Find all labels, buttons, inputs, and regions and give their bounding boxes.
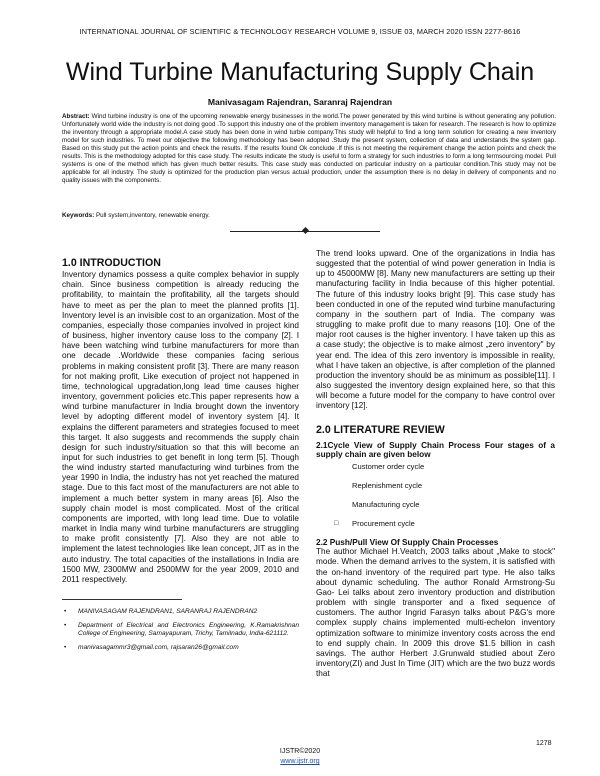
footer-copyright: IJSTR©2020	[279, 748, 321, 755]
footer-link[interactable]: www.ijstr.org	[280, 758, 320, 765]
cycle-item: Customer order cycle	[352, 462, 425, 472]
intro-text: Inventory dynamics possess a quite complex behavior in supply chain. Since business competition is already reducing the profitability, to maintain the profitability, all the targets should have to meet as per the plan to meet the planned profits [1]. Inventory level is an invisible cost to an organization. Most of the companies, especially those companies involved in project kind of business, higher inventory cause loss to the company [2]. I have been watching wind turbine manufacturers for more than one decade .Worldwide these companies facing serious problems in making consistent profit [3]. There are many reason for not making profit, Like execution of project not happened in time, technological upgradation,long lead time causes higher inventory, government policies etc.This paper represents how a wind turbine manufacturer in India brought down the inventory level by adopting different model of inventory system [4]. It explains the different parameters and strategies focused to meet this target. It also suggests and recommends the supply chain design for such industry/situation so that this will become an input for such industries to get benefit in long term [5]. Though the wind industry started manufacturing wind turbines from the year 1990 in India, the industry has not yet reached the matured stage. Due to this fact most of the manufacturers are not able to implement a much better system in many areas [6]. Also the supply chain model is most complicated. Most of the critical components are imported, with long lead time. Due to volatile market in India many wind turbine manufacturers are struggling to make profit consistently [7]. Also they are not able to implement the latest technologies like lean concept, JIT as in the auto industry. The total capacities of the installations in India are 1500 MW, 2300MW and 2500MW for the year 2009, 2010 and 2011 respectively.	[62, 270, 299, 584]
divider-diamond	[302, 227, 309, 234]
abstract-text: Wind turbine industry is one of the upcoming renewable energy businesses in the world.The power generated by this wind turbine is without generating any pollution. Unfortunately world wide the industry is not doing good .To support this industry one of the problem inventory management is taken for research. The research is how to optimize the inventory through a appropriate model.A case study has been done in wind turbie company.This study will helpful to find a long term solution for creating a new inventory model for such industries. To meet our objective the following methodology has been adopted .Study the present system, collection of data and understands the system gap. Based on this study put the action points and check the results. If the results found Ok conclude .If this is not meeting the requirement change the action points and check the results. This is the methodology adopted for this case study. The results indicate the study is useful to form a strategy for such industries to form a long termsourcing model. Pull systems is one of the method which has given much better results. This case study was conducted on particular industry on a particular condition.This study may not be applicable for all industry. The study is optimized for the production plan versus actual production, under the assumption there is no delay in delivery of components and no quality issues with the components.	[62, 113, 556, 185]
journal-header: INTERNATIONAL JOURNAL OF SCIENTIFIC & TECHNOLOGY RESEARCH VOLUME 9, ISSUE 03, MARCH 2020 ISSN 2277-8616	[79, 27, 521, 36]
subsection-2-1: 2.1Cycle View of Supply Chain Process Four stages of a supply chain are given below	[316, 440, 555, 459]
page-number: 1278	[536, 740, 552, 747]
literature-text: The author Michael H.Veatch, 2003 talks about „Make to stock" mode. When the demand arrives to the system, it is satisfied with the on-hand inventory of the required part type. He also talks about dynamic scheduling. The author Ronald Armstrong-Su Gao- Lei talks about zero inventory production and distribution problem with single transporter and a fixed sequence of customers. The author Ingrid Farasyn talks about P&G's more complex supply chains implemented multi-echelon inventory optimization software to minimize inventory costs across the end to end supply chain. In 2009 this drove $1.5 billion in cash savings. The author Herbert J.Grunwald studied about Zero inventory(ZI) and Just In Time (JIT) which are the two buzz words that	[316, 547, 555, 679]
authors: Manivasagam Rajendran, Saranraj Rajendran	[207, 97, 393, 107]
footnote-rule	[62, 599, 182, 600]
footnote-emails: • manivasagammr3@gmail.com, rajsaran26@gmail.com	[64, 643, 239, 651]
right-column	[316, 249, 555, 679]
footnote-authors: • MANIVASAGAM RAJENDRAN1, SARANRAJ RAJENDRAN2	[64, 608, 258, 615]
literature-heading: 2.0 LITERATURE REVIEW	[316, 423, 445, 436]
bullet-icon: □	[334, 520, 339, 528]
bullet-icon: •	[64, 643, 67, 651]
cycle-item: □ Procurement cycle	[334, 519, 415, 529]
bullet-icon: •	[64, 608, 67, 615]
bullet-icon: •	[64, 621, 67, 629]
footnote-affiliation: • Department of Electrical and Electronics Engineering, K.Ramakrishnan College of Engineering, Samayapuram, Trichy, Tamilnadu, India-621112.	[64, 621, 299, 638]
intro-heading: 1.0 INTRODUCTION	[62, 257, 161, 269]
intro-continued: The trend looks upward. One of the organizations in India has suggested that the potential of wind power generation in India is up to 45000MW [8]. Many new manufacturers are setting up their manufacturing facility in India because of this higher potential. The future of this industry looks bright [9]. This case study has been conducted in one of the reputed wind turbine manufacturing company in the southern part of India. The company was struggling to make profit due to many reasons [10]. One of the major root causes is the higher inventory. I have taken up this as a case study; the objective is to make almost „zero inventory" by year end. The idea of this zero inventory is impossible in reality, what I have taken an objective, is after completion of the planned production the inventory should be as minimum as possible[11]. I also suggested the inventory design explained here, so that this will become a future model for the company to have control over inventory [12].	[316, 249, 555, 411]
subsection-2-2: 2.2 Push/Pull View Of Supply Chain Processes	[316, 538, 499, 548]
keywords-label: Keywords:	[62, 212, 95, 219]
abstract-label: Abstract:	[62, 113, 90, 120]
cycle-item: Manufacturing cycle	[352, 500, 420, 510]
abstract	[62, 113, 556, 185]
left-column	[62, 258, 299, 657]
cycle-item: Replenishment cycle	[352, 481, 423, 491]
cycle-list	[316, 462, 555, 538]
paper-title: Wind Turbine Manufacturing Supply Chain	[65, 58, 535, 86]
keywords-text: Pull system,inventory, renewable energy.	[94, 212, 210, 219]
footnotes	[62, 608, 299, 652]
section-divider	[230, 227, 380, 235]
keywords	[62, 212, 556, 219]
